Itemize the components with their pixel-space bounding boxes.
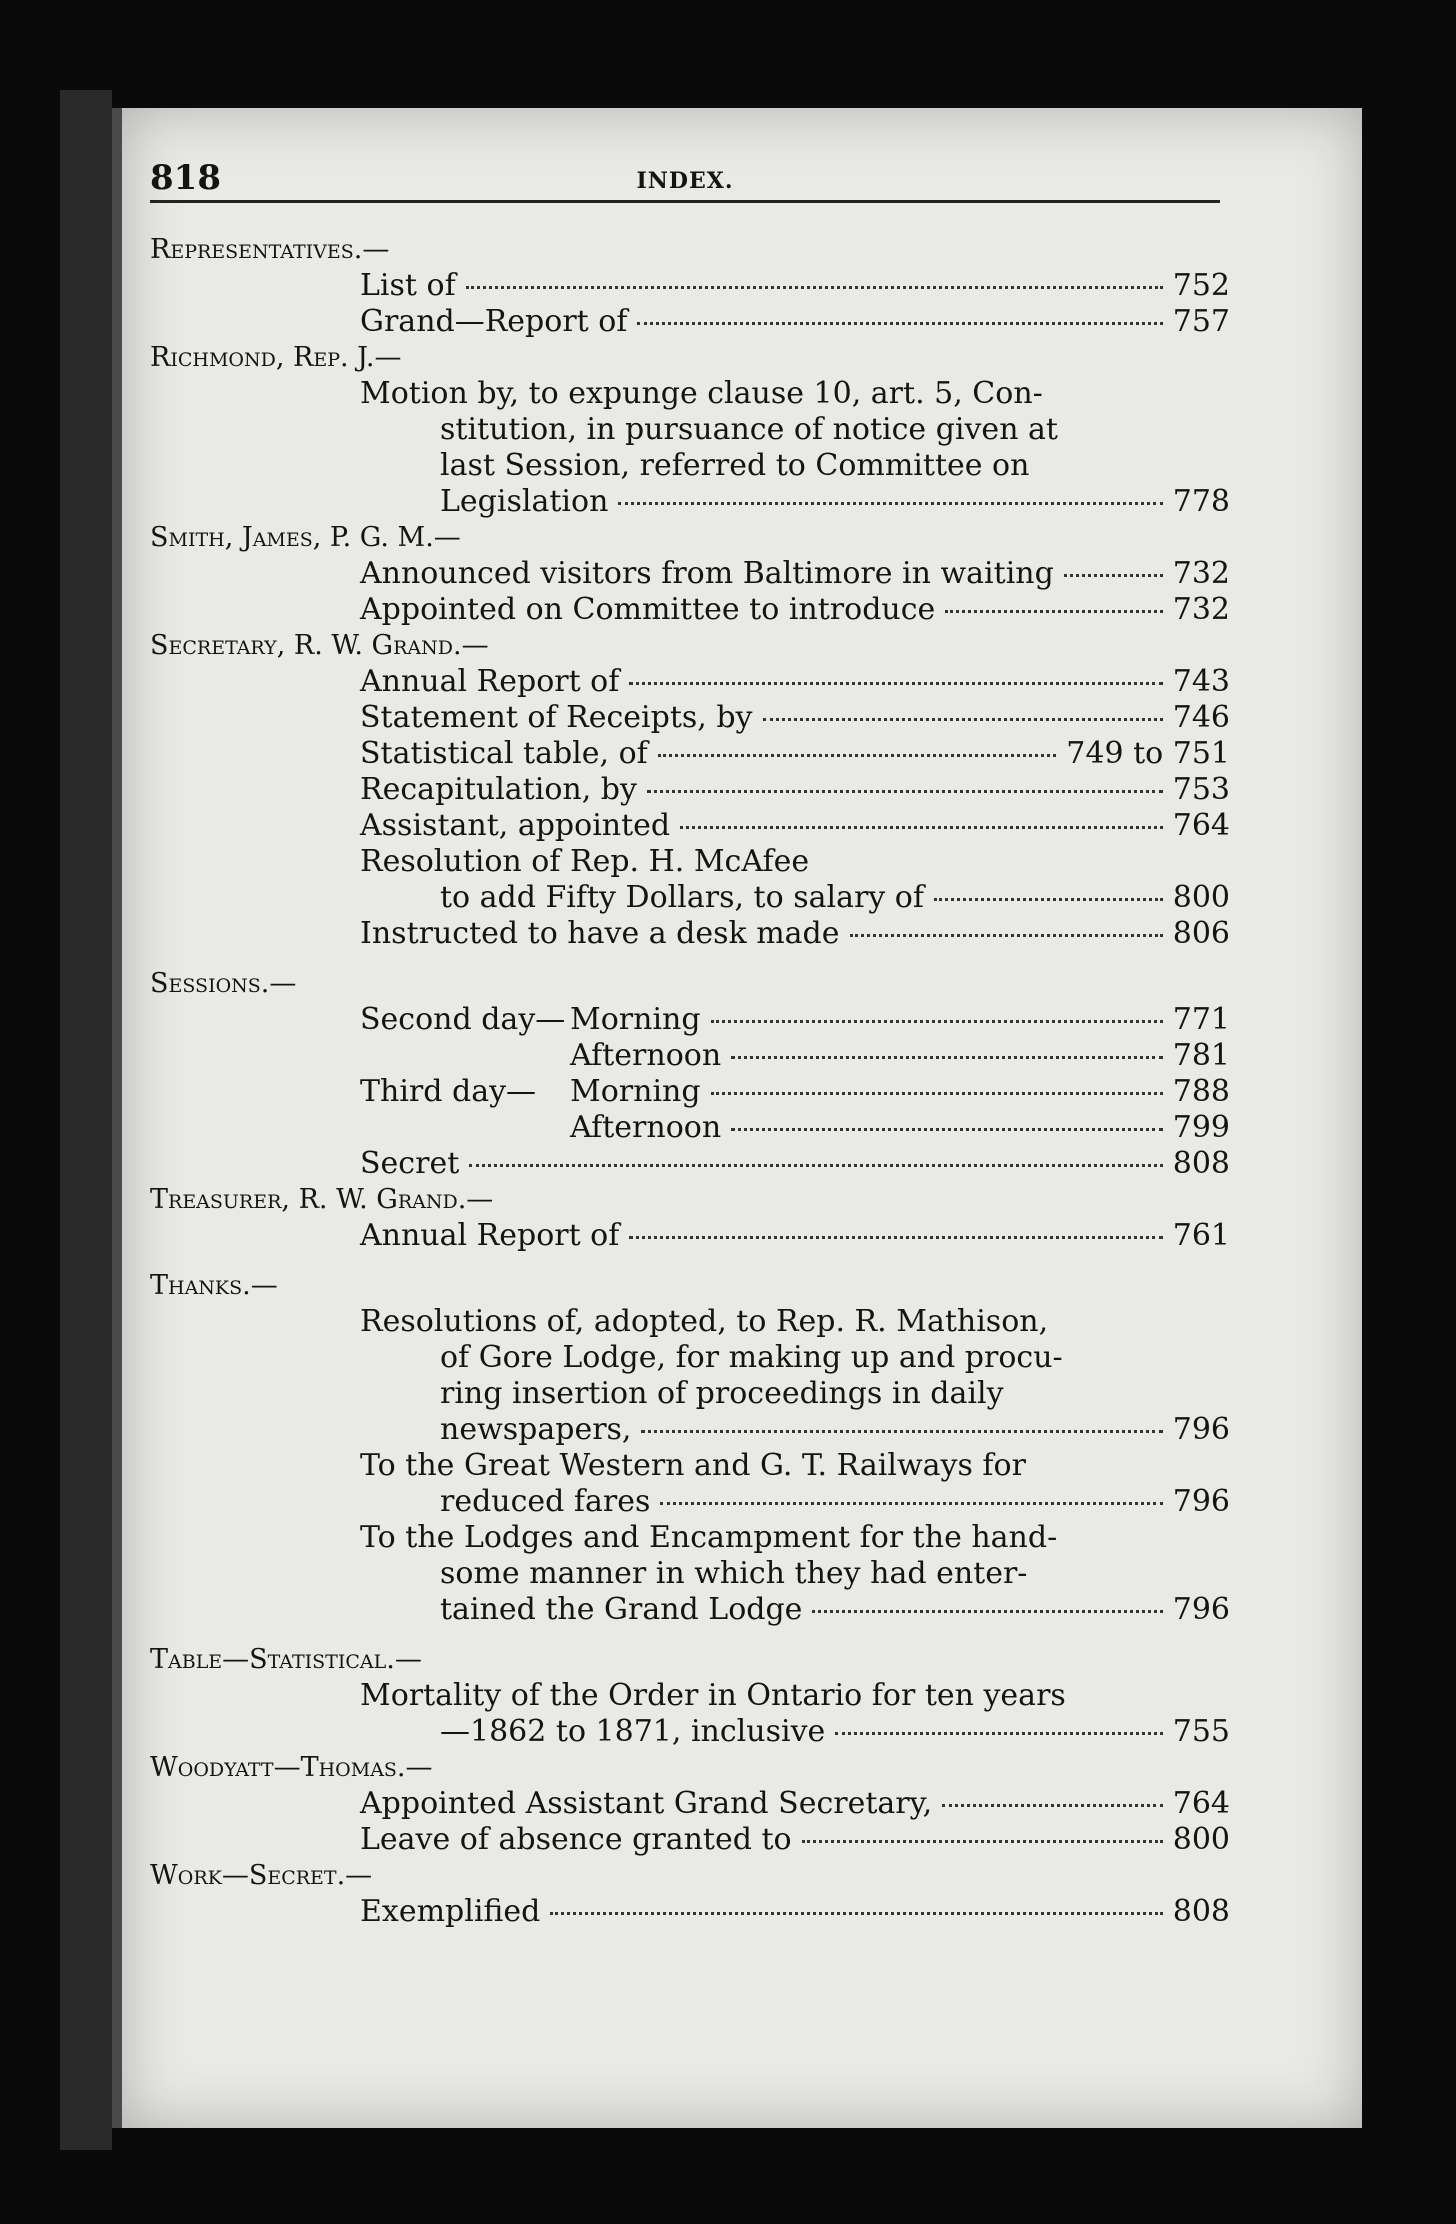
- entry-text: Statement of Receipts, by: [360, 700, 753, 735]
- index-entry: [150, 268, 1230, 304]
- entry-pages: 808: [1172, 1894, 1230, 1929]
- entry-text: Annual Report of: [360, 664, 620, 699]
- index-entry: [150, 592, 1230, 628]
- entry-pages: 806: [1172, 916, 1230, 951]
- book-spine: [60, 90, 112, 2150]
- entry-text: Grand—Report of: [360, 304, 628, 339]
- dot-leader: [731, 1056, 1163, 1059]
- entry-pages: 752: [1172, 268, 1230, 303]
- index-entry: [150, 700, 1230, 736]
- dot-leader: [934, 898, 1163, 901]
- entry-text: Instructed to have a desk made: [360, 916, 840, 951]
- session-part: Afternoon: [570, 1110, 722, 1145]
- entry-text: [360, 1002, 701, 1038]
- entry-pages: 761: [1172, 1218, 1230, 1253]
- index-content: [150, 232, 1230, 1930]
- index-entry: [150, 1074, 1230, 1110]
- entry-pages: 757: [1172, 304, 1230, 339]
- index-entry: [150, 1484, 1230, 1520]
- entry-text: Recapitulation, by: [360, 772, 637, 807]
- entry-pages: 755: [1172, 1714, 1230, 1749]
- entry-pages: 778: [1172, 484, 1230, 519]
- dot-leader: [469, 1164, 1162, 1167]
- index-entry: [150, 736, 1230, 772]
- entry-pages: 732: [1172, 556, 1230, 591]
- entry-text: List of: [360, 268, 456, 303]
- index-entry: [150, 1002, 1230, 1038]
- dot-leader: [660, 1502, 1162, 1505]
- index-heading-smith: Smith, James, P. G. M.—: [150, 522, 461, 553]
- dot-leader: [802, 1840, 1163, 1843]
- spacer: [150, 1254, 1230, 1268]
- index-heading-thanks: Thanks.—: [150, 1270, 278, 1301]
- entry-text: Appointed Assistant Grand Secretary,: [360, 1786, 933, 1821]
- dot-leader: [763, 718, 1163, 721]
- entry-line: some manner in which they had enter-: [440, 1556, 1028, 1591]
- entry-text: Exemplified: [360, 1894, 541, 1929]
- spacer: [150, 952, 1230, 966]
- entry-line: Resolution of Rep. H. McAfee: [360, 844, 810, 879]
- entry-pages: 743: [1172, 664, 1230, 699]
- session-part: Morning: [570, 1002, 701, 1037]
- index-entry: [150, 1786, 1230, 1822]
- dot-leader: [835, 1732, 1162, 1735]
- entry-pages: 771: [1172, 1002, 1230, 1037]
- entry-line: To the Great Western and G. T. Railways for: [360, 1448, 1026, 1483]
- entry-text: reduced fares: [440, 1484, 651, 1519]
- index-entry: [150, 880, 1230, 916]
- dot-leader: [658, 754, 1057, 757]
- entry-pages: 749 to 751: [1066, 736, 1230, 771]
- dot-leader: [812, 1610, 1162, 1613]
- session-part: Afternoon: [570, 1038, 722, 1073]
- index-heading-treasurer: Treasurer, R. W. Grand.—: [150, 1184, 494, 1215]
- index-entry: [150, 1592, 1230, 1628]
- entry-pages: 753: [1172, 772, 1230, 807]
- dot-leader: [711, 1092, 1163, 1095]
- index-entry: [150, 1822, 1230, 1858]
- dot-leader: [629, 682, 1162, 685]
- session-day: Second day—: [360, 1002, 566, 1037]
- dot-leader: [711, 1020, 1163, 1023]
- index-heading-table: Table—Statistical.—: [150, 1644, 422, 1675]
- index-entry: [150, 1714, 1230, 1750]
- index-entry: [150, 484, 1230, 520]
- entry-text: Leave of absence granted to: [360, 1822, 792, 1857]
- entry-pages: 800: [1172, 880, 1230, 915]
- running-head: INDEX.: [636, 168, 734, 194]
- spacer: [150, 1628, 1230, 1642]
- entry-line: Mortality of the Order in Ontario for ten years: [360, 1678, 1066, 1713]
- dot-leader: [466, 286, 1163, 289]
- index-heading-secretary: Secretary, R. W. Grand.—: [150, 630, 489, 661]
- entry-pages: 796: [1172, 1484, 1230, 1519]
- dot-leader: [629, 1236, 1162, 1239]
- entry-text: Announced visitors from Baltimore in waiting: [360, 556, 1054, 591]
- entry-line: last Session, referred to Committee on: [440, 448, 1030, 483]
- index-entry: [150, 772, 1230, 808]
- entry-pages: 781: [1172, 1038, 1230, 1073]
- page-number: 818: [150, 158, 221, 198]
- entry-text: [360, 1110, 721, 1146]
- entry-text: Statistical table, of: [360, 736, 648, 771]
- index-heading-richmond: Richmond, Rep. J.—: [150, 342, 402, 373]
- dot-leader: [731, 1128, 1163, 1131]
- index-entry: [150, 1110, 1230, 1146]
- dot-leader: [680, 826, 1163, 829]
- entry-text: —1862 to 1871, inclusive: [440, 1714, 826, 1749]
- index-entry: [150, 304, 1230, 340]
- dot-leader: [942, 1804, 1163, 1807]
- index-heading-work: Work—Secret.—: [150, 1860, 373, 1891]
- entry-line: To the Lodges and Encampment for the hand-: [360, 1520, 1058, 1555]
- index-entry: [150, 1894, 1230, 1930]
- entry-text: Secret: [360, 1146, 460, 1181]
- entry-text: to add Fifty Dollars, to salary of: [440, 880, 924, 915]
- index-entry: [150, 556, 1230, 592]
- dot-leader: [945, 610, 1162, 613]
- dot-leader: [850, 934, 1163, 937]
- index-heading-representatives: Representatives.—: [150, 234, 390, 265]
- entry-text: Assistant, appointed: [360, 808, 671, 843]
- entry-pages: 799: [1172, 1110, 1230, 1145]
- index-heading-sessions: Sessions.—: [150, 968, 297, 999]
- entry-pages: 796: [1172, 1412, 1230, 1447]
- session-part: Morning: [570, 1074, 701, 1109]
- entry-pages: 764: [1172, 808, 1230, 843]
- index-entry: [150, 916, 1230, 952]
- index-entry: [150, 808, 1230, 844]
- index-entry: [150, 1038, 1230, 1074]
- entry-text: Legislation: [440, 484, 609, 519]
- entry-pages: 764: [1172, 1786, 1230, 1821]
- entry-text: [360, 1038, 721, 1074]
- index-entry: [150, 1218, 1230, 1254]
- index-entry: [150, 1412, 1230, 1448]
- dot-leader: [641, 1430, 1162, 1433]
- entry-text: newspapers,: [440, 1412, 632, 1447]
- entry-pages: 732: [1172, 592, 1230, 627]
- dot-leader: [637, 322, 1162, 325]
- index-entry: [150, 1146, 1230, 1182]
- entry-pages: 800: [1172, 1822, 1230, 1857]
- entry-text: Appointed on Committee to introduce: [360, 592, 936, 627]
- entry-pages: 746: [1172, 700, 1230, 735]
- entry-text: tained the Grand Lodge: [440, 1592, 803, 1627]
- entry-pages: 796: [1172, 1592, 1230, 1627]
- index-entry: [150, 664, 1230, 700]
- entry-pages: 788: [1172, 1074, 1230, 1109]
- entry-line: stitution, in pursuance of notice given at: [440, 412, 1058, 447]
- dot-leader: [618, 502, 1162, 505]
- dot-leader: [647, 790, 1163, 793]
- session-day: Third day—: [360, 1074, 537, 1109]
- entry-line: Resolutions of, adopted, to Rep. R. Mathison,: [360, 1304, 1049, 1339]
- page-header: [150, 152, 1220, 203]
- entry-pages: 808: [1172, 1146, 1230, 1181]
- entry-text: [360, 1074, 701, 1110]
- index-heading-woodyatt: Woodyatt—Thomas.—: [150, 1752, 433, 1783]
- dot-leader: [550, 1912, 1162, 1915]
- entry-line: Motion by, to expunge clause 10, art. 5, Con-: [360, 376, 1043, 411]
- dot-leader: [1064, 574, 1163, 577]
- entry-text: Annual Report of: [360, 1218, 620, 1253]
- entry-line: ring insertion of proceedings in daily: [440, 1376, 1004, 1411]
- entry-line: of Gore Lodge, for making up and procu-: [440, 1340, 1063, 1375]
